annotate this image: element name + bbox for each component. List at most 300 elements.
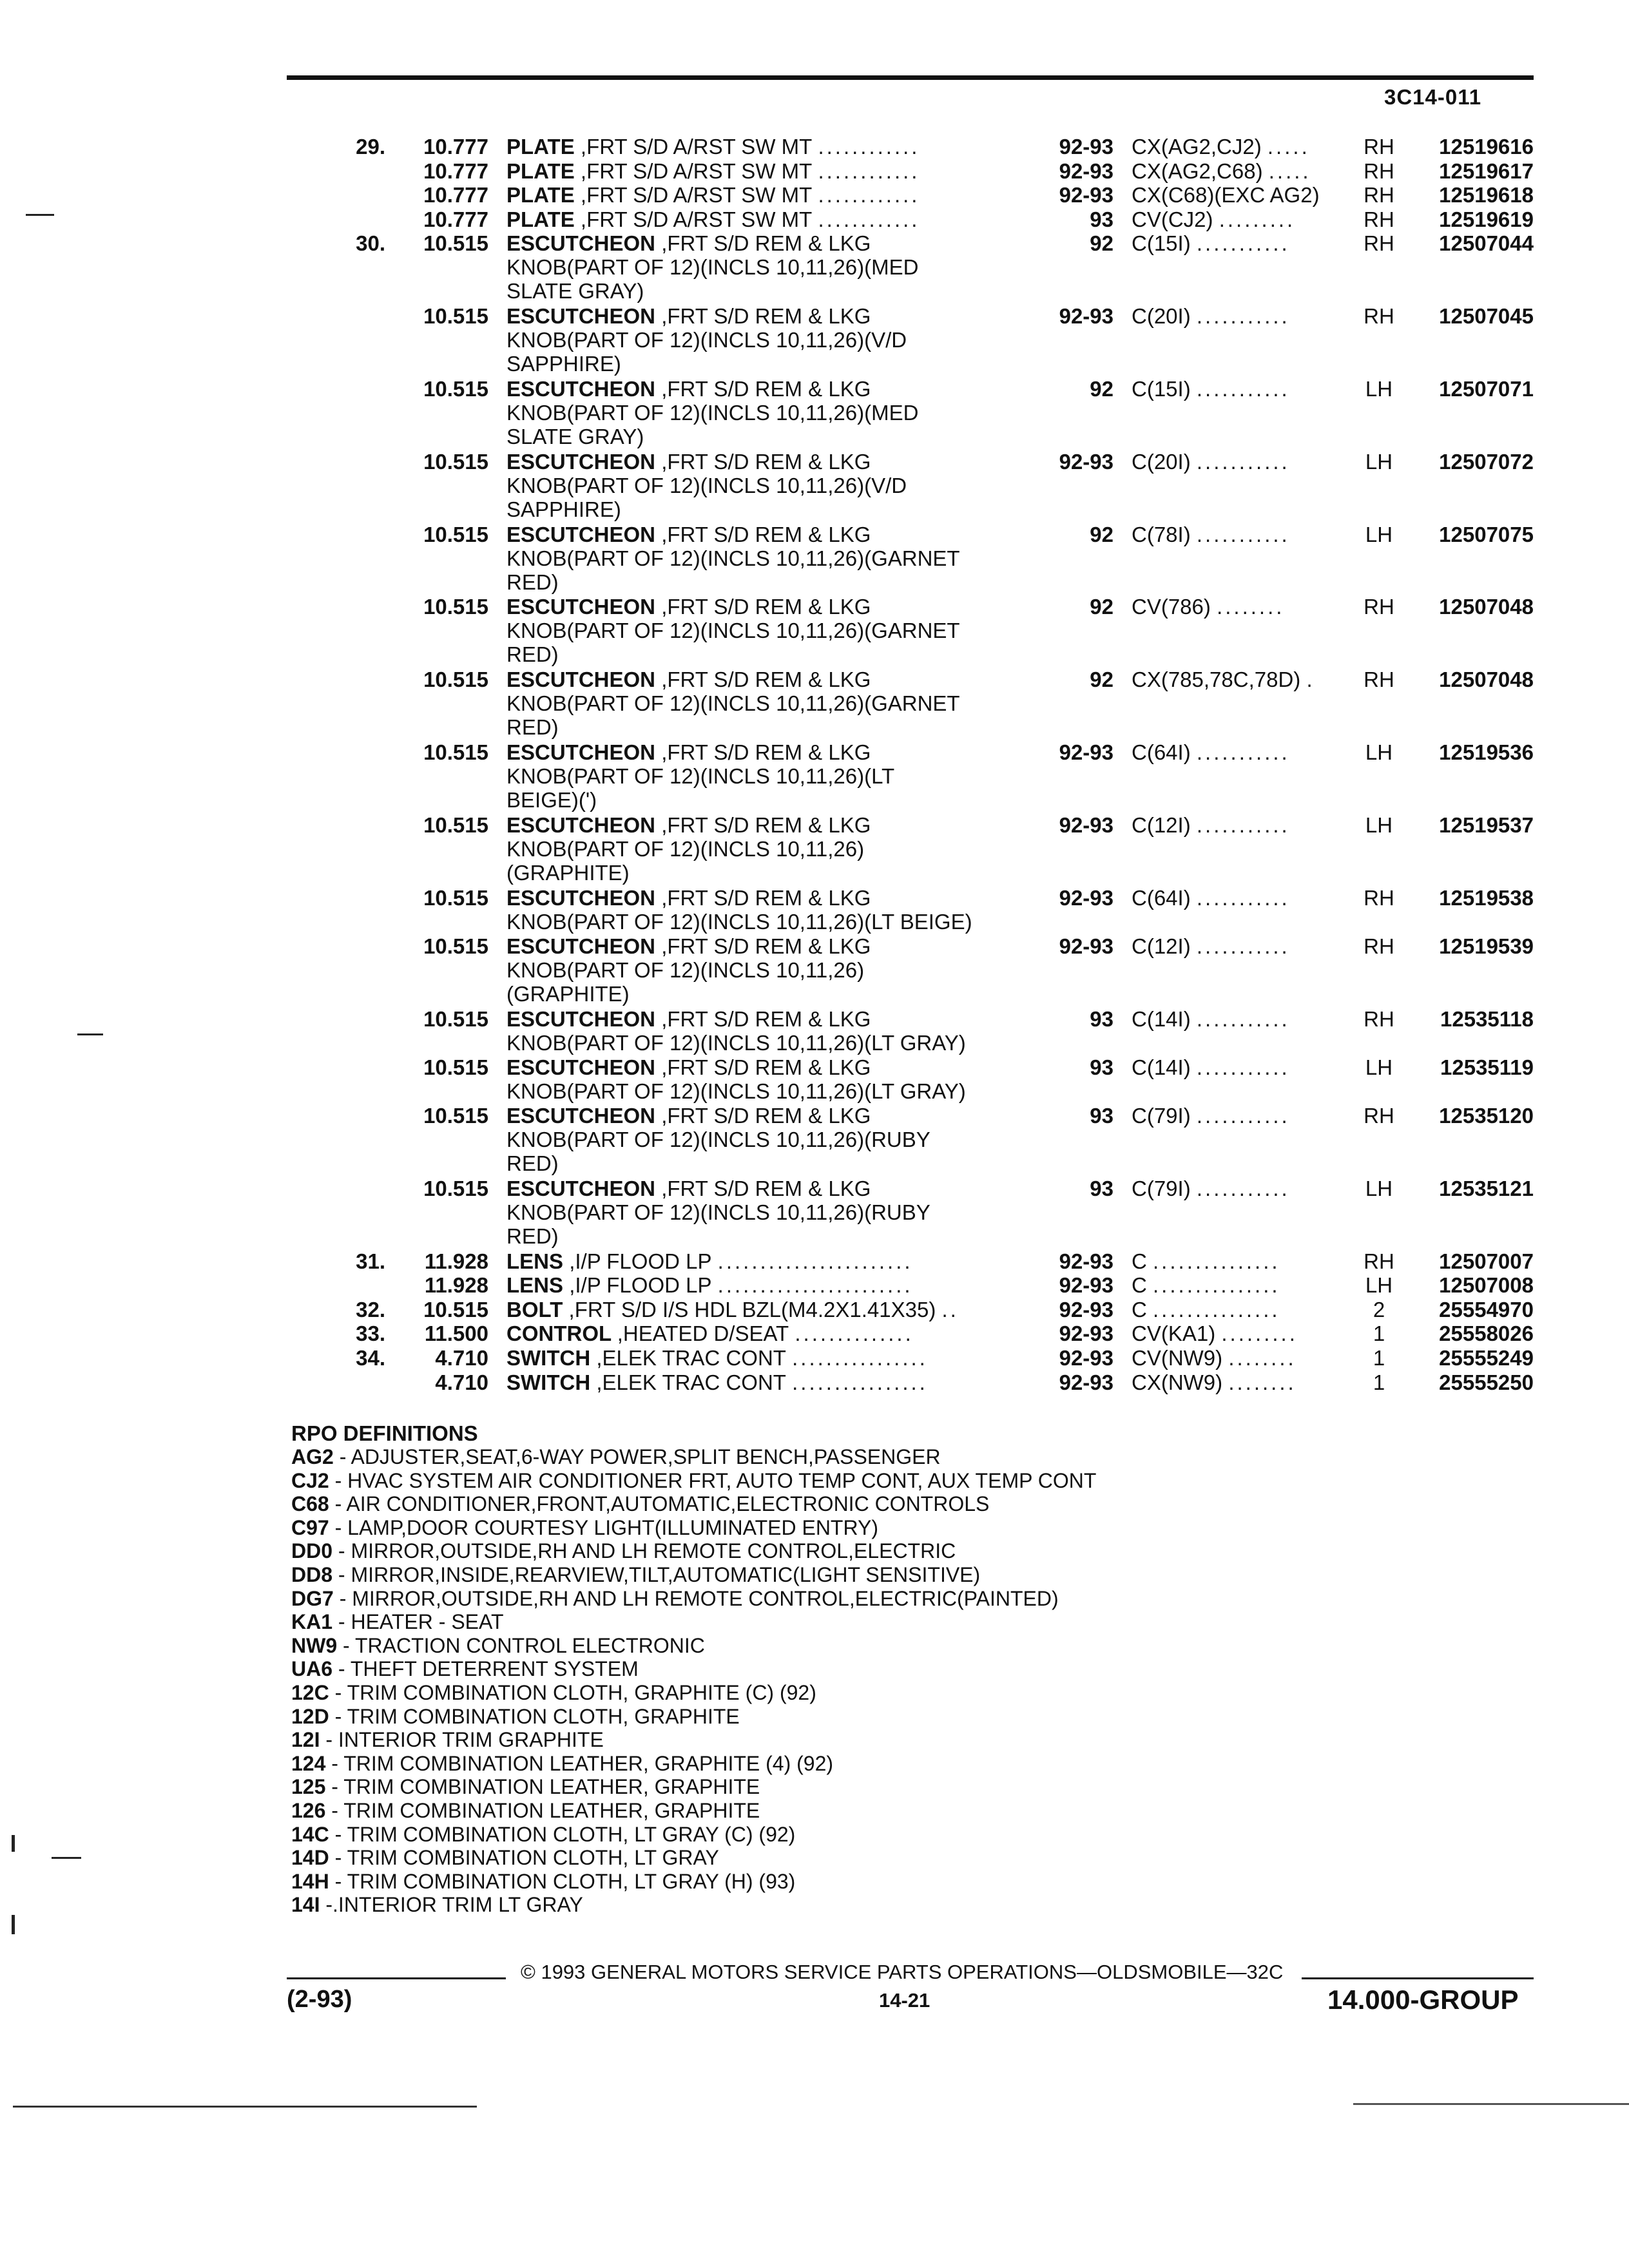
quantity: 1 — [1373, 1370, 1385, 1394]
group-number: 4.710 — [435, 1370, 488, 1394]
part-name: ESCUTCHEON — [506, 522, 656, 546]
group-number: 11.500 — [424, 1321, 488, 1346]
model-years: 92 — [1090, 522, 1113, 546]
part-description — [506, 1007, 1035, 1055]
scan-edge-line — [13, 2106, 477, 2108]
model-code: CX(NW9) — [1132, 1370, 1223, 1394]
rpo-definition — [291, 1846, 1096, 1870]
model-years: 92-93 — [1059, 1370, 1113, 1394]
model-years: 92-93 — [1059, 1297, 1113, 1321]
part-name: ESCUTCHEON — [506, 1006, 656, 1031]
rpo-text: - HVAC SYSTEM AIR CONDITIONER FRT, AUTO TEMP CONT, AUX TEMP CONT — [329, 1468, 1097, 1492]
group-number: 11.928 — [424, 1273, 488, 1298]
model-usage — [1132, 813, 1351, 837]
quantity: RH — [1364, 135, 1394, 159]
part-name: ESCUTCHEON — [506, 1104, 656, 1128]
description-continuation: KNOB(PART OF 12)(INCLS 10,11,26)(LT GRAY) — [506, 1079, 966, 1103]
dot-leader: ............... — [1153, 1297, 1280, 1321]
rpo-code: 12D — [291, 1704, 329, 1728]
rpo-text: - MIRROR,INSIDE,REARVIEW,TILT,AUTOMATIC(LIGHT SENSITIVE) — [333, 1562, 981, 1586]
dot-leader: .............. — [795, 1321, 914, 1346]
part-detail: ,FRT S/D A/RST SW MT — [580, 183, 813, 207]
dot-leader: ........... — [1196, 934, 1290, 958]
model-code: C(15I) — [1132, 231, 1191, 256]
model-years: 92-93 — [1059, 1273, 1113, 1298]
part-name: SWITCH — [506, 1370, 591, 1394]
part-name: ESCUTCHEON — [506, 740, 656, 764]
dot-leader: ......... — [1219, 207, 1296, 231]
group-number: 10.515 — [423, 595, 488, 619]
quantity: RH — [1364, 1249, 1394, 1273]
quantity: RH — [1364, 207, 1394, 231]
group-number: 10.515 — [423, 1104, 488, 1128]
part-detail: ,FRT S/D REM & LKG — [661, 668, 871, 692]
quantity: RH — [1364, 159, 1394, 183]
model-years: 93 — [1090, 1055, 1113, 1079]
description-continuation: KNOB(PART OF 12)(INCLS 10,11,26)(MED — [506, 255, 919, 280]
model-code: C — [1132, 1297, 1147, 1321]
dot-leader: ........ — [1228, 1370, 1296, 1394]
part-description — [506, 377, 1035, 448]
rpo-text: - TRIM COMBINATION CLOTH, GRAPHITE — [329, 1704, 740, 1728]
part-number: 25555249 — [1439, 1346, 1534, 1370]
model-code: CX(785,78C,78D) — [1132, 668, 1301, 692]
part-detail: ,FRT S/D REM & LKG — [661, 885, 871, 910]
model-code: C(20I) — [1132, 449, 1191, 474]
rpo-code: NW9 — [291, 1633, 338, 1657]
part-number: 12507044 — [1439, 231, 1534, 256]
rpo-code: 14D — [291, 1846, 329, 1870]
rpo-definition — [291, 1469, 1096, 1493]
part-number: 25558026 — [1439, 1321, 1534, 1346]
dot-leader: ............ — [818, 183, 920, 207]
quantity: LH — [1365, 812, 1393, 837]
model-usage — [1132, 668, 1351, 691]
dot-leader: .. — [941, 1297, 959, 1321]
rpo-code: DG7 — [291, 1586, 334, 1610]
description-continuation: (GRAPHITE) — [506, 860, 630, 885]
part-detail: ,FRT S/D REM & LKG — [661, 934, 871, 958]
part-description — [506, 1055, 1035, 1103]
part-description — [506, 1273, 1035, 1297]
part-number: 12507075 — [1439, 522, 1534, 546]
rpo-text: - MIRROR,OUTSIDE,RH AND LH REMOTE CONTROL,ELECTRIC(PAINTED) — [333, 1586, 1059, 1610]
quantity: LH — [1365, 522, 1393, 546]
dot-leader: ....................... — [717, 1249, 913, 1273]
rpo-definition — [291, 1516, 1096, 1540]
rpo-text: - INTERIOR TRIM GRAPHITE — [320, 1728, 604, 1752]
part-detail: ,FRT S/D REM & LKG — [661, 1104, 871, 1128]
model-usage — [1132, 934, 1351, 958]
dot-leader: . — [1306, 668, 1315, 692]
model-years: 93 — [1090, 207, 1113, 231]
quantity: 1 — [1373, 1321, 1385, 1346]
group-number: 10.515 — [423, 231, 488, 256]
model-usage — [1132, 1104, 1351, 1128]
quantity: RH — [1364, 668, 1394, 692]
rpo-code: 14I — [291, 1893, 320, 1917]
part-name: PLATE — [506, 207, 575, 231]
part-detail: ,FRT S/D REM & LKG — [661, 231, 871, 256]
model-code: C(12I) — [1132, 934, 1191, 958]
item-number: 32. — [356, 1297, 385, 1321]
part-description — [506, 1104, 1035, 1175]
dot-leader: ........... — [1196, 522, 1290, 546]
part-name: PLATE — [506, 135, 575, 159]
header-rule — [287, 75, 1534, 80]
part-detail: ,FRT S/D REM & LKG — [661, 377, 871, 401]
dot-leader: ..... — [1267, 135, 1310, 159]
rpo-code: AG2 — [291, 1445, 334, 1468]
model-code: C(64I) — [1132, 885, 1191, 910]
part-description — [506, 207, 1035, 231]
model-years: 92-93 — [1059, 159, 1113, 183]
model-code: C(14I) — [1132, 1055, 1191, 1079]
part-name: CONTROL — [506, 1321, 612, 1346]
model-usage — [1132, 1249, 1351, 1273]
rpo-definition — [291, 1445, 1096, 1469]
part-description — [506, 1298, 1035, 1321]
rpo-text: -.INTERIOR TRIM LT GRAY — [320, 1893, 583, 1917]
model-years: 92-93 — [1059, 1249, 1113, 1273]
part-number: 12535118 — [1440, 1006, 1534, 1031]
group-number: 10.515 — [423, 1055, 488, 1079]
item-number: 34. — [356, 1346, 385, 1370]
group-label: 14.000-GROUP — [1327, 1984, 1519, 2015]
rpo-code: 124 — [291, 1751, 326, 1775]
rpo-code: DD0 — [291, 1539, 333, 1563]
group-number: 10.515 — [423, 522, 488, 546]
description-continuation: RED) — [506, 1224, 559, 1248]
rpo-text: - AIR CONDITIONER,FRONT,AUTOMATIC,ELECTRONIC CONTROLS — [329, 1492, 990, 1516]
part-name: ESCUTCHEON — [506, 668, 656, 692]
dot-leader: ........ — [1228, 1346, 1296, 1370]
quantity: RH — [1364, 231, 1394, 256]
part-detail: ,FRT S/D REM & LKG — [661, 740, 871, 764]
group-number: 10.515 — [423, 668, 488, 692]
part-number: 12519618 — [1439, 183, 1534, 207]
rpo-text: - TRIM COMBINATION LEATHER, GRAPHITE — [325, 1775, 760, 1799]
date-code: (2-93) — [287, 1986, 352, 2013]
rpo-code: 14C — [291, 1822, 329, 1846]
quantity: LH — [1365, 449, 1393, 474]
quantity: LH — [1365, 1176, 1393, 1200]
item-number: 31. — [356, 1249, 385, 1273]
description-continuation: KNOB(PART OF 12)(INCLS 10,11,26)(LT GRAY) — [506, 1030, 966, 1055]
part-number: 12507045 — [1439, 304, 1534, 329]
part-detail: ,I/P FLOOD LP — [569, 1249, 712, 1273]
model-years: 92-93 — [1059, 740, 1113, 764]
footer-rule-right — [1302, 1977, 1534, 1979]
rpo-title: RPO DEFINITIONS — [291, 1421, 478, 1445]
rpo-definition — [291, 1563, 1096, 1587]
model-usage — [1132, 231, 1351, 255]
group-number: 10.515 — [423, 740, 488, 764]
description-continuation: (GRAPHITE) — [506, 981, 630, 1006]
description-continuation: KNOB(PART OF 12)(INCLS 10,11,26)(V/D — [506, 473, 907, 497]
model-usage — [1132, 1273, 1351, 1297]
part-name: BOLT — [506, 1297, 563, 1321]
dot-leader: ............... — [1153, 1249, 1280, 1273]
part-description — [506, 740, 1035, 812]
part-description — [506, 135, 1035, 159]
model-code: C(20I) — [1132, 304, 1191, 329]
dot-leader: ............... — [1153, 1273, 1280, 1298]
description-continuation: SAPPHIRE) — [506, 352, 621, 376]
rpo-definition — [291, 1610, 1096, 1634]
model-usage — [1132, 523, 1351, 546]
part-name: LENS — [506, 1249, 564, 1273]
quantity: RH — [1364, 934, 1394, 958]
description-continuation: SAPPHIRE) — [506, 497, 621, 521]
dot-leader: ................ — [792, 1370, 928, 1394]
model-usage — [1132, 377, 1351, 401]
part-number: 12535120 — [1439, 1104, 1534, 1128]
scan-mark — [52, 1857, 81, 1859]
model-code: C(64I) — [1132, 740, 1191, 764]
dot-leader: ............ — [818, 135, 920, 159]
rpo-definition — [291, 1870, 1096, 1894]
part-detail: ,FRT S/D REM & LKG — [661, 304, 871, 329]
model-code: CX(AG2,C68) — [1132, 159, 1263, 183]
dot-leader: ........... — [1196, 1104, 1290, 1128]
rpo-definition — [291, 1705, 1096, 1729]
part-description — [506, 595, 1035, 666]
dot-leader: ........... — [1196, 1006, 1290, 1031]
part-number: 12519619 — [1439, 207, 1534, 231]
model-years: 93 — [1090, 1006, 1113, 1031]
part-detail: ,FRT S/D REM & LKG — [661, 1006, 871, 1031]
rpo-text: - MIRROR,OUTSIDE,RH AND LH REMOTE CONTROL,ELECTRIC — [333, 1539, 956, 1563]
dot-leader: ..... — [1268, 159, 1311, 183]
quantity: LH — [1365, 740, 1393, 764]
dot-leader: ....................... — [717, 1273, 913, 1298]
rpo-definition — [291, 1657, 1096, 1681]
model-usage — [1132, 1370, 1351, 1394]
part-number: 12519538 — [1439, 885, 1534, 910]
quantity: LH — [1365, 1055, 1393, 1079]
dot-leader: ............ — [818, 207, 920, 231]
rpo-definition — [291, 1799, 1096, 1823]
rpo-definition — [291, 1539, 1096, 1563]
model-years: 92-93 — [1059, 812, 1113, 837]
part-description — [506, 159, 1035, 183]
model-years: 92 — [1090, 231, 1113, 256]
model-usage — [1132, 135, 1351, 159]
model-years: 92 — [1090, 377, 1113, 401]
group-number: 10.515 — [423, 1176, 488, 1200]
description-continuation: KNOB(PART OF 12)(INCLS 10,11,26)(MED — [506, 401, 919, 425]
rpo-code: 14H — [291, 1869, 329, 1893]
group-number: 4.710 — [435, 1346, 488, 1370]
part-number: 12507008 — [1439, 1273, 1534, 1298]
part-description — [506, 450, 1035, 521]
quantity: RH — [1364, 1006, 1394, 1031]
dot-leader: ............ — [818, 159, 920, 183]
item-number: 30. — [356, 231, 385, 256]
part-description — [506, 668, 1035, 739]
model-usage — [1132, 207, 1351, 231]
dot-leader: ........... — [1196, 304, 1290, 329]
model-usage — [1132, 1298, 1351, 1321]
part-description — [506, 1321, 1035, 1345]
model-years: 92-93 — [1059, 304, 1113, 329]
part-detail: ,FRT S/D I/S HDL BZL(M4.2X1.41X35) — [568, 1297, 936, 1321]
part-name: ESCUTCHEON — [506, 885, 656, 910]
part-description — [506, 886, 1035, 934]
page-code: 3C14-011 — [1384, 85, 1482, 109]
model-years: 92-93 — [1059, 449, 1113, 474]
model-code: C(15I) — [1132, 377, 1191, 401]
rpo-code: C97 — [291, 1515, 329, 1539]
description-continuation: KNOB(PART OF 12)(INCLS 10,11,26)(RUBY — [506, 1200, 930, 1224]
model-usage — [1132, 1055, 1351, 1079]
description-continuation: KNOB(PART OF 12)(INCLS 10,11,26) — [506, 836, 865, 861]
description-continuation: KNOB(PART OF 12)(INCLS 10,11,26)(V/D — [506, 328, 907, 352]
part-detail: ,FRT S/D REM & LKG — [661, 1055, 871, 1079]
model-code: CX(AG2,CJ2) — [1132, 135, 1262, 159]
rpo-text: - TRACTION CONTROL ELECTRONIC — [337, 1633, 705, 1657]
part-detail: ,HEATED D/SEAT — [617, 1321, 789, 1346]
model-code: C — [1132, 1273, 1147, 1298]
model-usage — [1132, 159, 1351, 183]
part-number: 12507048 — [1439, 595, 1534, 619]
part-number: 12519537 — [1439, 812, 1534, 837]
part-name: ESCUTCHEON — [506, 595, 656, 619]
description-continuation: RED) — [506, 570, 559, 594]
quantity: RH — [1364, 595, 1394, 619]
quantity: RH — [1364, 304, 1394, 329]
scan-edge-line-right — [1353, 2103, 1629, 2105]
rpo-definition — [291, 1752, 1096, 1776]
part-number: 12519616 — [1439, 135, 1534, 159]
part-name: ESCUTCHEON — [506, 812, 656, 837]
part-number: 12519617 — [1439, 159, 1534, 183]
part-description — [506, 183, 1035, 207]
rpo-code: DD8 — [291, 1562, 333, 1586]
part-name: PLATE — [506, 159, 575, 183]
model-usage — [1132, 304, 1351, 328]
description-continuation: KNOB(PART OF 12)(INCLS 10,11,26)(RUBY — [506, 1128, 930, 1151]
part-description — [506, 231, 1035, 303]
part-name: PLATE — [506, 183, 575, 207]
part-detail: ,FRT S/D REM & LKG — [661, 449, 871, 474]
part-description — [506, 1177, 1035, 1248]
scan-mark — [12, 1835, 15, 1852]
part-name: ESCUTCHEON — [506, 1176, 656, 1200]
dot-leader: ........... — [1196, 812, 1290, 837]
page-number: 14-21 — [879, 1989, 930, 2012]
part-name: SWITCH — [506, 1346, 591, 1370]
description-continuation: KNOB(PART OF 12)(INCLS 10,11,26)(GARNET — [506, 691, 960, 716]
model-years: 92-93 — [1059, 1321, 1113, 1346]
part-name: ESCUTCHEON — [506, 231, 656, 256]
model-usage — [1132, 886, 1351, 910]
part-description — [506, 1346, 1035, 1370]
dot-leader: ........... — [1196, 1055, 1290, 1079]
part-detail: ,FRT S/D A/RST SW MT — [580, 207, 813, 231]
model-years: 92-93 — [1059, 934, 1113, 958]
rpo-text: - TRIM COMBINATION CLOTH, LT GRAY (H) (93) — [329, 1869, 796, 1893]
rpo-definition — [291, 1823, 1096, 1847]
part-name: LENS — [506, 1273, 564, 1298]
part-number: 12535119 — [1440, 1055, 1534, 1079]
scan-mark — [26, 214, 54, 216]
description-continuation: KNOB(PART OF 12)(INCLS 10,11,26)(GARNET — [506, 619, 960, 643]
part-description — [506, 304, 1035, 376]
part-name: ESCUTCHEON — [506, 377, 656, 401]
rpo-definition — [291, 1492, 1096, 1516]
dot-leader: ........... — [1196, 449, 1290, 474]
rpo-code: KA1 — [291, 1610, 333, 1634]
model-code: C(14I) — [1132, 1006, 1191, 1031]
scan-mark — [12, 1915, 15, 1934]
model-usage — [1132, 1177, 1351, 1200]
group-number: 10.777 — [423, 159, 488, 183]
part-number: 12507071 — [1439, 377, 1534, 401]
dot-leader: ........... — [1196, 740, 1290, 764]
rpo-definition — [291, 1775, 1096, 1799]
group-number: 11.928 — [424, 1249, 488, 1273]
model-usage — [1132, 183, 1351, 207]
model-usage — [1132, 740, 1351, 764]
quantity: LH — [1365, 377, 1393, 401]
model-code: CV(786) — [1132, 595, 1211, 619]
part-detail: ,FRT S/D REM & LKG — [661, 522, 871, 546]
dot-leader: ........ — [1217, 595, 1285, 619]
rpo-definition — [291, 1587, 1096, 1611]
rpo-code: CJ2 — [291, 1468, 329, 1492]
rpo-text: - ADJUSTER,SEAT,6-WAY POWER,SPLIT BENCH,PASSENGER — [333, 1445, 941, 1468]
rpo-code: 126 — [291, 1798, 326, 1822]
part-number: 12507007 — [1439, 1249, 1534, 1273]
part-description — [506, 1249, 1035, 1273]
quantity: RH — [1364, 1104, 1394, 1128]
model-code: CX(C68)(EXC AG2) — [1132, 183, 1320, 207]
description-continuation: SLATE GRAY) — [506, 425, 644, 448]
part-detail: ,FRT S/D A/RST SW MT — [580, 135, 813, 159]
model-years: 92 — [1090, 595, 1113, 619]
model-code: C(79I) — [1132, 1176, 1191, 1200]
description-continuation: SLATE GRAY) — [506, 279, 644, 303]
part-name: ESCUTCHEON — [506, 934, 656, 958]
quantity: LH — [1365, 1273, 1393, 1298]
model-years: 92-93 — [1059, 1346, 1113, 1370]
part-number: 25554970 — [1439, 1297, 1534, 1321]
rpo-definition — [291, 1634, 1096, 1658]
quantity: RH — [1364, 885, 1394, 910]
rpo-code: UA6 — [291, 1657, 333, 1681]
group-number: 10.515 — [423, 1006, 488, 1031]
rpo-text: - TRIM COMBINATION LEATHER, GRAPHITE (4) (92) — [325, 1751, 834, 1775]
part-description — [506, 1370, 1035, 1394]
part-number: 25555250 — [1439, 1370, 1534, 1394]
description-continuation: RED) — [506, 1151, 559, 1175]
model-usage — [1132, 450, 1351, 474]
part-description — [506, 813, 1035, 885]
rpo-text: - THEFT DETERRENT SYSTEM — [333, 1657, 639, 1681]
description-continuation: KNOB(PART OF 12)(INCLS 10,11,26)(LT — [506, 764, 895, 788]
description-continuation: RED) — [506, 715, 559, 740]
group-number: 10.777 — [423, 207, 488, 231]
rpo-text: - TRIM COMBINATION CLOTH, GRAPHITE (C) (92) — [329, 1680, 816, 1704]
quantity: 1 — [1373, 1346, 1385, 1370]
model-usage — [1132, 1346, 1351, 1370]
part-detail: ,FRT S/D REM & LKG — [661, 595, 871, 619]
item-number: 29. — [356, 135, 385, 159]
part-description — [506, 523, 1035, 594]
model-code: CV(CJ2) — [1132, 207, 1213, 231]
